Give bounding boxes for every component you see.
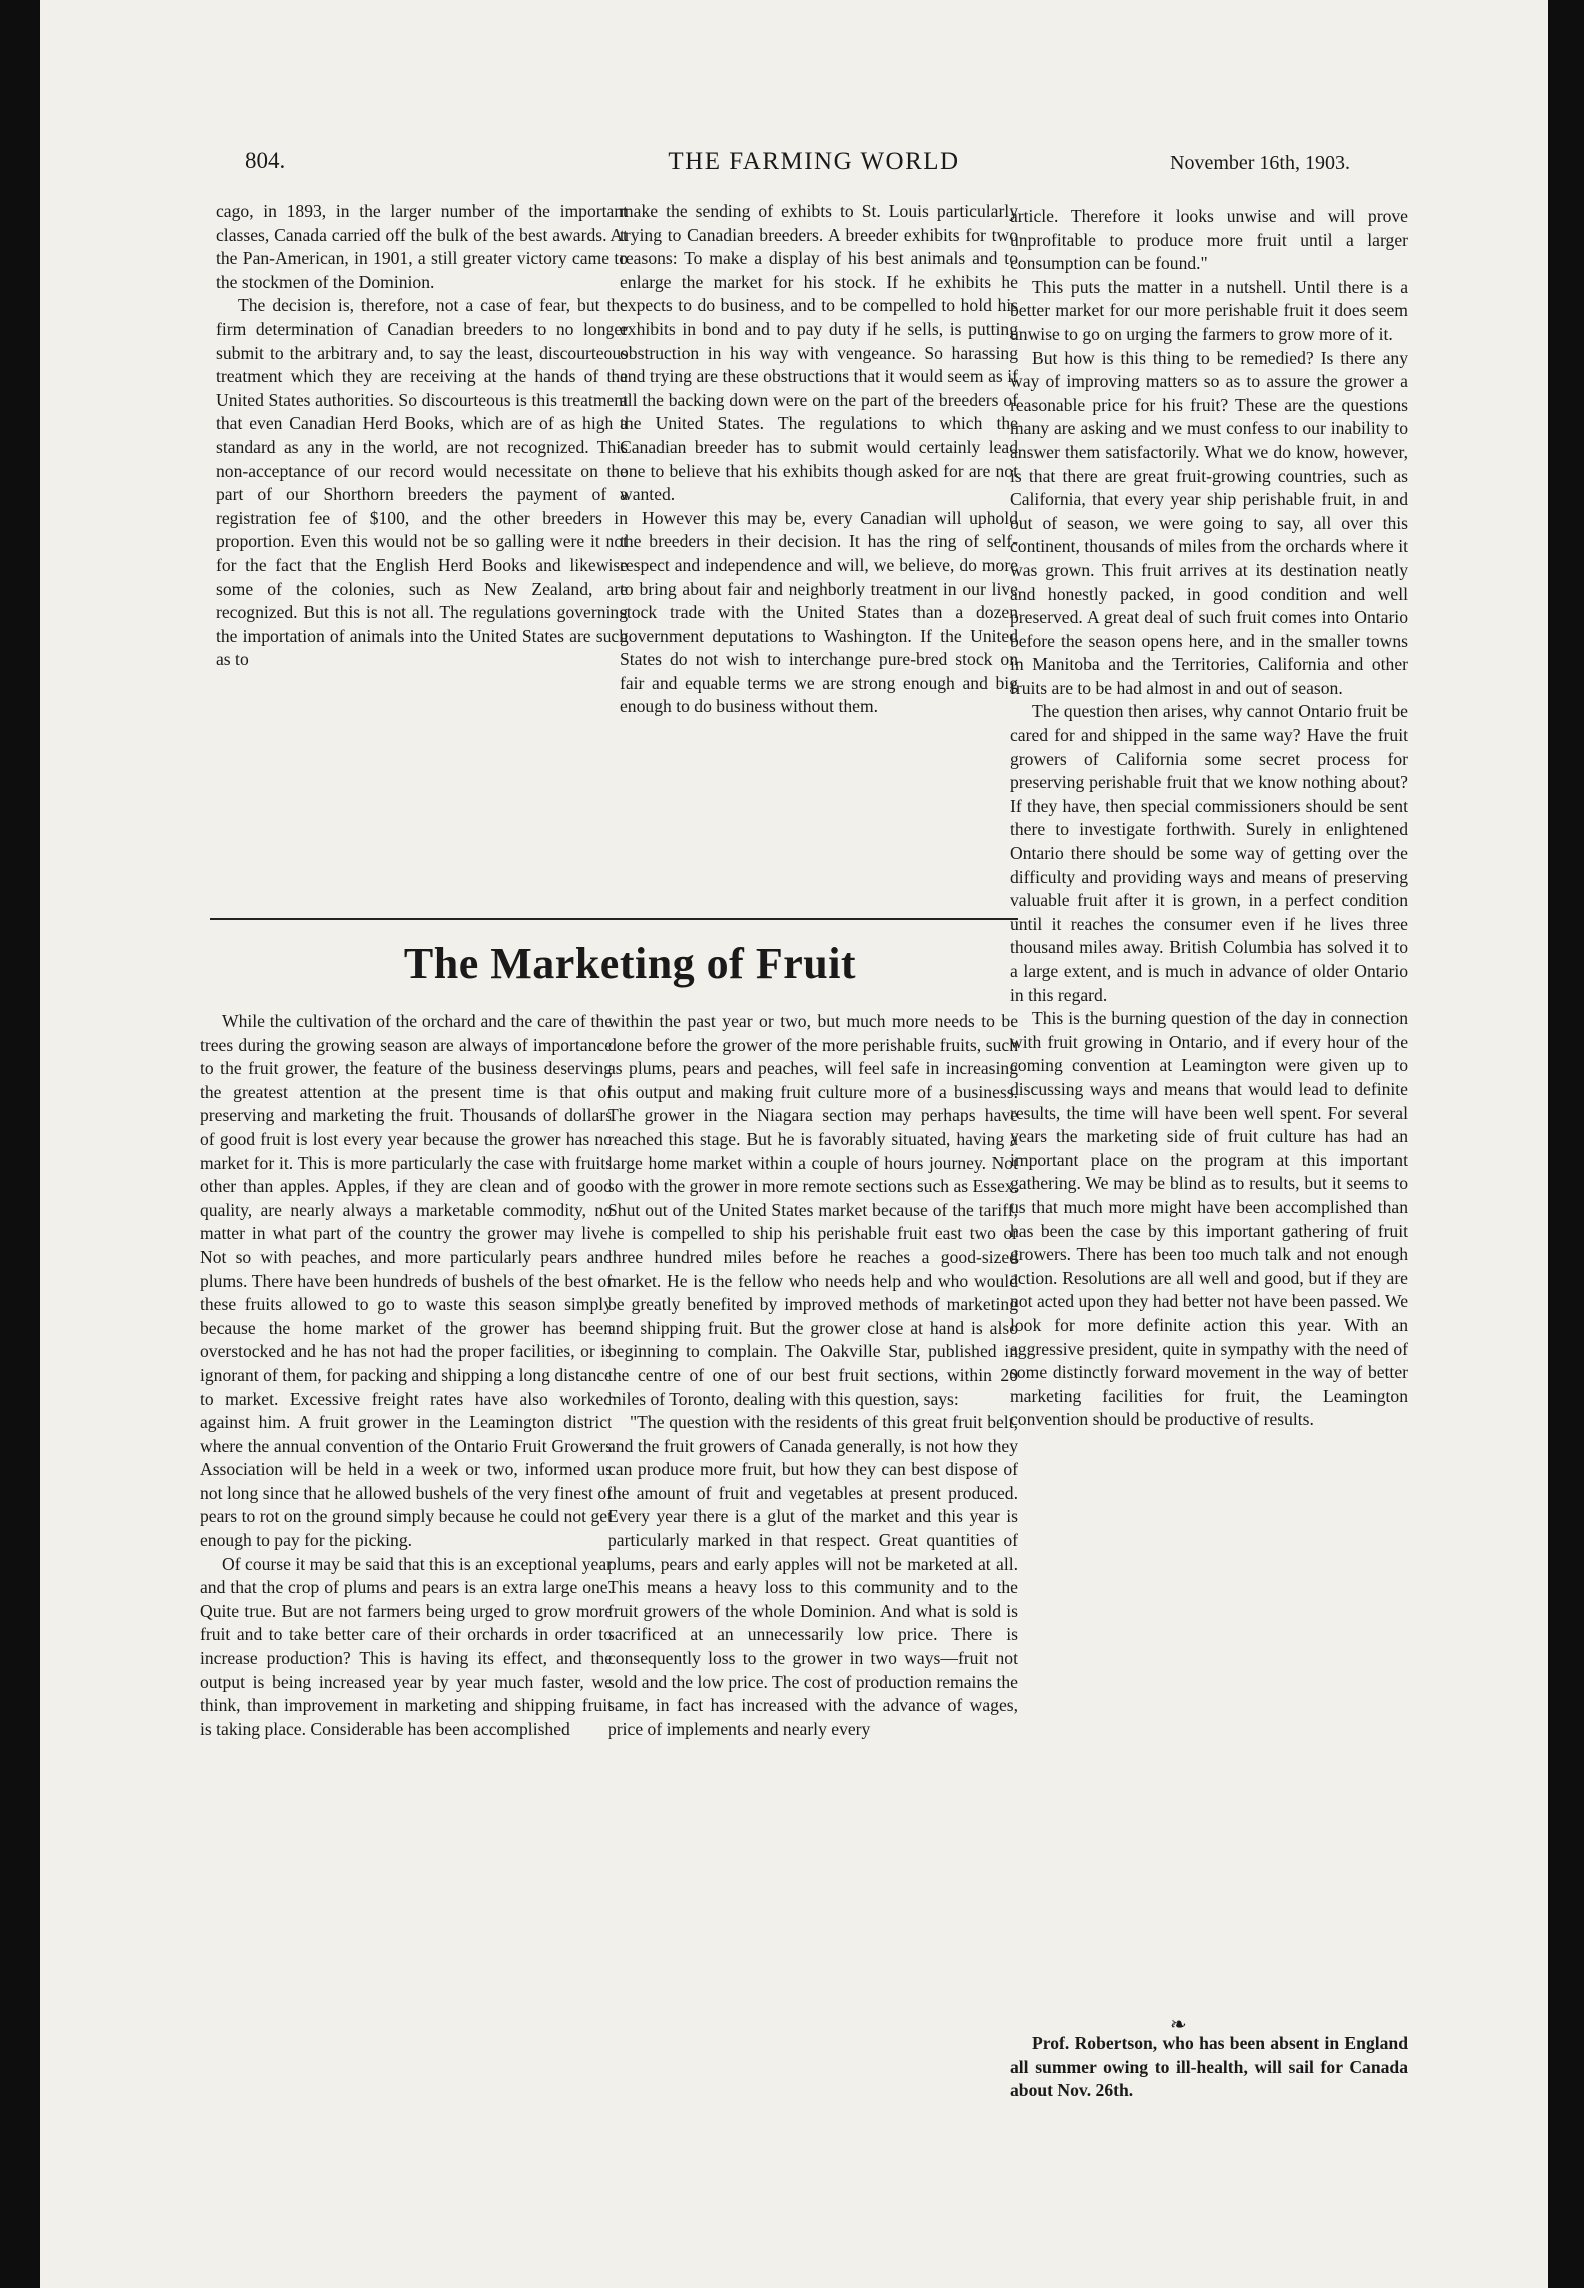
fruit-article-column-1 bbox=[200, 1010, 612, 1741]
paragraph: The question then arises, why cannot Ontario fruit be cared for and shipped in the same way? Have the fruit growers of California some secret process for preserving perishable fruit that we know nothing about? If they have, then special commissioners should be sent there to investigate forthwith. Surely in enlightened Ontario there should be some way of getting over the difficulty and providing ways and means of preserving valuable fruit after it is grown, in a perfect condition until it reaches the consumer even if he lives three thousand miles away. British Columbia has solved it to a large extent, and is much in advance of older Ontario in this regard. bbox=[1010, 701, 1408, 1005]
paragraph: Prof. Robertson, who has been absent in England all summer owing to ill-health, will sail for Canada about Nov. 26th. bbox=[1010, 2033, 1408, 2101]
paragraph: But how is this thing to be remedied? Is there any way of improving matters so as to assure the grower a reasonable price for his fruit? These are the questions many are asking and we must confess to our inability to answer them satisfactorily. What we do know, however, is that there are great fruit-growing countries, such as California, that every year ship perishable fruit, in and out of season, we were going to say, all over this continent, thousands of miles from the orchards where it was grown. This fruit arrives at its destination neatly and honestly packed, in good condition and well preserved. A great deal of such fruit comes into Ontario before the season opens here, and in the smaller towns in Manitoba and the Territories, California and other fruits are to be had almost in and out of season. bbox=[1010, 347, 1408, 698]
paragraph: The decision is, therefore, not a case of fear, but the firm determination of Canadian breeders to no longer submit to the arbitrary and, to say the least, discourteous treatment which they are receiving at the hands of the United States authorities. So discourteous is this treatment that even Canadian Herd Books, which are of as high a standard as any in the world, are not recognized. This non-acceptance of our record would necessitate on the part of our Shorthorn breeders the payment of a registration fee of $100, and the other breeders in proportion. Even this would not be so galling were it not for the fact that the English Herd Books and likewise some of the colonies, such as New Zealand, are recognized. But this is not all. The regulations governing the importation of animals into the United States are such as to bbox=[216, 295, 628, 670]
issue-date: November 16th, 1903. bbox=[1170, 152, 1350, 174]
news-note bbox=[1010, 2032, 1408, 2103]
paragraph: "The question with the residents of this great fruit belt, and the fruit growers of Canada generally, is not how they can produce more fruit, but how they can best dispose of the amount of fruit and vegetables at present produced. Every year there is a glut of the market and this year is particularly marked in that respect. Great quantities of plums, pears and early apples will not be marketed at all. This means a heavy loss to this community and to the fruit growers of the whole Dominion. And what is sold is sacrificed at an unnecessarily low price. There is consequently loss to the grower in two ways—fruit not sold and the low price. The cost of production remains the same, in fact has increased with the advance of wages, price of implements and nearly every bbox=[608, 1412, 1018, 1739]
fruit-article-column-2 bbox=[608, 1010, 1018, 1741]
page-header bbox=[40, 148, 1548, 188]
paragraph: cago, in 1893, in the larger number of the important classes, Canada carried off the bulk of the best awards. At the Pan-American, in 1901, a still greater victory came to the stockmen of the Dominion. bbox=[216, 201, 628, 292]
fruit-article-column-3 bbox=[1010, 205, 1408, 1432]
paragraph: within the past year or two, but much more needs to be done before the grower of the more perishable fruits, such as plums, pears and peaches, will feel safe in increasing his output and making fruit culture more of a business. The grower in the Niagara section may perhaps have reached this stage. But he is favorably situated, having a large home market within a couple of hours journey. Not so with the grower in more remote sections such as Essex. Shut out of the United States market because of the tariff, he is compelled to ship his perishable fruit east two or three hundred miles before he reaches a good-sized market. He is the fellow who needs help and who would be greatly benefited by improved methods of marketing and shipping fruit. But the grower close at hand is also beginning to complain. The Oakville Star, published in the centre of one of our best fruit sections, within 20 miles of Toronto, dealing with this question, says: bbox=[608, 1011, 1018, 1409]
section-divider bbox=[210, 918, 1018, 920]
top-article-column-2 bbox=[620, 200, 1018, 719]
paragraph: However this may be, every Canadian will uphold the breeders in their decision. It has the ring of self-respect and independence and will, we believe, do more to bring about fair and neighborly treatment in our live stock trade with the United States than a dozen government deputations to Washington. If the United States do not wish to interchange pure-bred stock on fair and equable terms we are strong enough and big enough to do business without them. bbox=[620, 507, 1018, 717]
paragraph: This is the burning question of the day in connection with fruit growing in Ontario, and if every hour of the coming convention at Leamington were given up to discussing ways and means that would lead to definite results, the time will have been well spent. For several years the marketing side of fruit culture has had an important place on the program at this important gathering. We may be blind as to results, but it seems to us that much more might have been accomplished than has been the case by this important gathering of fruit growers. There has been too much talk and not enough action. Resolutions are all well and good, but if they are not acted upon they had better not have been passed. We look for more definite action this year. With an aggressive president, quite in sympathy with the need of some distinctly forward movement in the way of better marketing facilities for fruit, the Leamington convention should be productive of results. bbox=[1010, 1008, 1408, 1430]
newspaper-page bbox=[40, 0, 1548, 2288]
top-article-column-1 bbox=[216, 200, 628, 672]
article-headline: The Marketing of Fruit bbox=[403, 939, 857, 988]
publication-title: THE FARMING WORLD bbox=[668, 148, 960, 175]
paragraph: make the sending of exhibts to St. Louis particularly trying to Canadian breeders. A breeder exhibits for two reasons: To make a display of his best animals and to enlarge the market for his stock. If he exhibits he expects to do business, and to be compelled to hold his exhibits in bond and to pay duty if he sells, is putting obstruction in his way with vengeance. So harassing and trying are these obstructions that it would seem as if all the backing down were on the part of the breeders of the United States. The regulations to which the Canadian breeder has to submit would certainly lead one to believe that his exhibits though asked for are not wanted. bbox=[620, 201, 1018, 505]
paragraph: Of course it may be said that this is an exceptional year and that the crop of plums and pears is an extra large one. Quite true. But are not farmers being urged to grow more fruit and to take better care of their orchards in order to increase production? This is having its effect, and the output is being increased year by year much faster, we think, than improvement in marketing and shipping fruit is taking place. Considerable has been accomplished bbox=[200, 1553, 612, 1739]
paragraph: This puts the matter in a nutshell. Until there is a better market for our more perishable fruit it does seem unwise to go on urging the farmers to grow more of it. bbox=[1010, 276, 1408, 344]
dingbat-ornament-icon: ❧ bbox=[1170, 2014, 1187, 2036]
paragraph: article. Therefore it looks unwise and will prove unprofitable to produce more fruit until a larger consumption can be found." bbox=[1010, 206, 1408, 274]
paragraph: While the cultivation of the orchard and the care of the trees during the growing season are always of importance to the fruit grower, the feature of the business deserving the greatest attention at the present time is that of preserving and marketing the fruit. Thousands of dollars of good fruit is lost every year because the grower has no market for it. This is more particularly the case with fruits other than apples. Apples, if they are clean and of good quality, are nearly always a marketable commodity, no matter in what part of the country the grower may live. Not so with peaches, and more particularly pears and plums. There have been hundreds of bushels of the best of these fruits allowed to go to waste this season simply because the home market of the grower has been overstocked and he has not had the proper facilities, or is ignorant of them, for packing and shipping a long distance to market. Excessive freight rates have also worked against him. A fruit grower in the Leamington district where the annual convention of the Ontario Fruit Growers Association will be held in a week or two, informed us not long since that he allowed bushels of the very finest of pears to rot on the ground simply because he could not get enough to pay for the picking. bbox=[200, 1011, 612, 1551]
page-number: 804. bbox=[245, 148, 286, 173]
